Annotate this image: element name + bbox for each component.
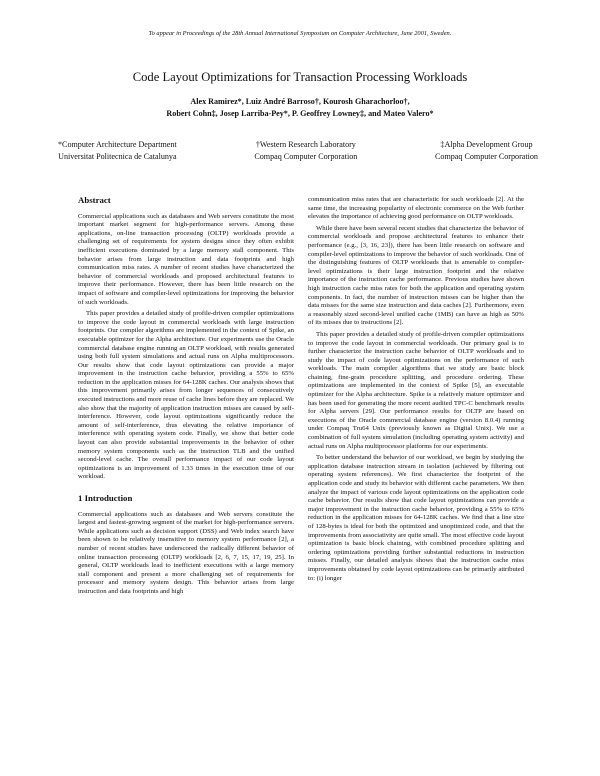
affiliation-wrl-company: Compaq Computer Corporation — [254, 152, 358, 161]
abstract-heading: Abstract — [78, 195, 111, 205]
introduction-paragraph-1: Commercial applications such as databases and Web servers constitute the largest and fastest-growing segment of the market for high-performance servers. While applications such as decision support (DSS) and Web index search have been shown to be relatively insensitive to memory system performance [2], a number of recent studies have underscored the radically different behavior of online transaction processing (OLTP) workloads [2, 6, 7, 15, 17, 19, 25]. In general, OLTP workloads lead to inefficient executions with a large memory stall component and present a more challenging set of requirements for processor and memory system design. This behavior arises from large instruction and data footprints and high — [78, 510, 294, 595]
affiliation-wrl-lab: †Western Research Laboratory — [255, 140, 356, 149]
author-line-2: Robert Cohn‡, Josep Larriba-Pey*, P. Geoffrey Lowney‡, and Mateo Valero* — [166, 109, 434, 118]
abstract-paragraph-2: This paper provides a detailed study of profile-driven compiler optimizations to improve the code layout in commercial workloads with large instruction footprints. Our compiler algorithms are implemented in the context of Spike, an executable optimizer for the Alpha architecture. Our experiments use the Oracle commercial database engine running an OLTP workload, with results generated using both full system simulations and actual runs on Alpha multiprocessors. Our results show that code layout optimizations can provide a major improvement in the instruction cache behavior, providing a 55% to 65% reduction in the application misses for 64-128K caches. Our analysis shows that this improvement primarily arises from longer sequences of consecutively executed instructions and more reuse of cache lines before they are replaced. We also show that the majority of application instruction misses are caused by self-interference. However, code layout optimizations significantly reduce the amount of self-interference, thus elevating the relative importance of interference with operating system code. Finally, we show that better code layout can also provide substantial improvements in the behavior of other memory system components such as the instruction TLB and the unified second-level cache. The overall performance impact of our code layout optimizations is an improvement of 1.33 times in the execution time of our workload. — [78, 310, 294, 481]
left-column — [78, 196, 294, 600]
right-paragraph-0: communication miss rates that are characteristic for such workloads [2]. At the same time, the increasing popularity of electronic commerce on the Web further elevates the importance of achieving good performance on OLTP workloads. — [308, 196, 524, 221]
author-line-1: Alex Ramirez*, Luiz André Barroso†, Kourosh Gharachorloo†, — [190, 97, 410, 106]
affiliation-upc — [58, 139, 177, 163]
abstract-paragraph-1: Commercial applications such as databases and Web servers constitute the most important market segment for high-performance servers. Among these applications, on-line transaction processing (OLTP) workloads provide a challenging set of requirements for system designs since they often exhibit inefficient executions dominated by a large memory stall component. This behavior arises from large instruction and data footprints and high communication miss rates. A number of recent studies have characterized the behavior of commercial workloads and proposed architectural features to improve their performance. However, there has been little research on the impact of software and compiler-level optimizations for improving the behavior of such workloads. — [78, 212, 294, 306]
affiliation-adg — [435, 139, 538, 163]
introduction-heading: 1 Introduction — [78, 493, 133, 503]
affiliation-upc-dept: *Computer Architecture Department — [58, 140, 177, 149]
publication-note: To appear in Proceedings of the 28th Annual International Symposium on Computer Architecture, June 2001, Sweden. — [148, 30, 452, 37]
affiliation-adg-group: ‡Alpha Development Group — [440, 140, 533, 149]
right-paragraph-2: This paper provides a detailed study of profile-driven compiler optimizations to improve the code layout in commercial workloads. Our primary goal is to further characterize the instruction cache behavior of OLTP workloads and to study the impact of code layout optimizations on the performance of such workloads. The main compiler algorithms that we study are basic block chaining, fine-grain procedure splitting, and procedure ordering. These optimizations are implemented in the context of Spike [5], an executable optimizer for the Alpha architecture. Spike is a relatively mature optimizer and has been used for generating the more recent audited TPC-C benchmark results for Alpha servers [29]. Our performance results for OLTP are based on executions of the Oracle commercial database engine (version 8.0.4) running under Compaq Tru64 Unix (previously known as Digital Unix). We use a combination of full system simulation (including operating system activity) and actual runs on Alpha multiprocessor platforms for our experiments. — [308, 330, 524, 450]
affiliation-wrl — [254, 139, 357, 163]
paper-title: Code Layout Optimizations for Transaction Processing Workloads — [132, 70, 468, 84]
affiliation-upc-univ: Universitat Politecnica de Catalunya — [58, 152, 177, 161]
affiliations — [58, 139, 538, 163]
right-paragraph-1: While there have been several recent studies that characterize the behavior of commercial workloads and propose architectural features to enhance their performance (e.g., [3, 16, 23]), there has been little research on software and compiler-level optimizations to improve the behavior of such workloads. One of the distinguishing features of OLTP workloads that is amenable to compiler-level optimizations is their large instruction footprint and the relative importance of the instruction cache performance. Previous studies have shown high instruction cache miss rates for both the application and operating system components. In fact, the number of instruction misses can be higher than the data misses for the same size instruction and data caches [2]. Furthermore, even a reasonably sized second-level unified cache (1MB) can have as high as 50% of its misses due to instructions [2]. — [308, 224, 524, 327]
author-list — [0, 96, 600, 120]
affiliation-adg-company: Compaq Computer Corporation — [435, 152, 538, 161]
right-column — [308, 196, 524, 586]
right-paragraph-3: To better understand the behavior of our workload, we begin by studying the application database instruction stream in isolation (achieved by filtering out operating system references). We first characterize the footprint of the application code and study its behavior with different cache parameters. We then analyze the impact of various code layout optimizations on the application code cache behavior. Our results show that code layout optimizations can provide a major improvement in the instruction cache behavior, providing a 55% to 65% reduction in the application misses for 64-128K caches. We find that a line size of 128-bytes is ideal for both the optimized and unoptimized code, and that the improvements from associativity are quite small. The most effective code layout optimization is basic block chaining, with combined procedure splitting and ordering optimizations providing further substantial reductions in instruction misses. Finally, our detailed analysis shows that the instruction cache miss improvements obtained by code layout optimizations can be primarily attributed to: (i) longer — [308, 454, 524, 582]
